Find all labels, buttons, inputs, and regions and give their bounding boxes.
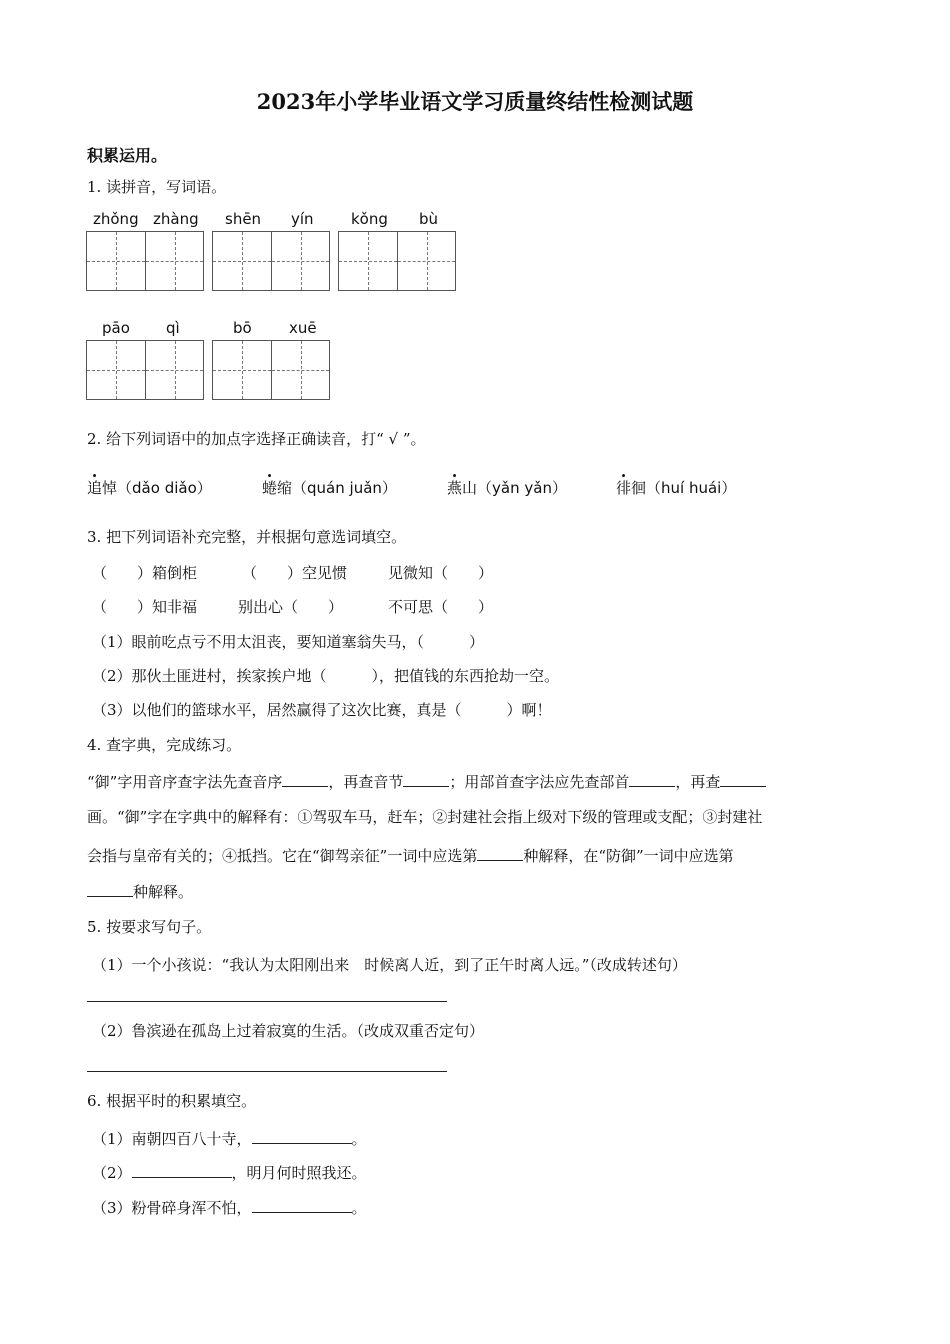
pinyin-options: （yǎn yǎn） — [477, 479, 567, 497]
q6-line: （2） ，明月何时照我还。 — [92, 1161, 367, 1183]
idiom-blank: （ ）知非福 — [92, 598, 198, 616]
pinyin: zhàng — [153, 210, 199, 228]
answer-blank[interactable] — [87, 880, 133, 897]
writing-grid[interactable] — [338, 231, 456, 291]
answer-blank[interactable] — [629, 770, 675, 787]
pinyin: bō — [233, 319, 252, 337]
q3-sentence: （3）以他们的篮球水平，居然赢得了这次比赛，真是（ ）啊！ — [92, 701, 552, 719]
page-title: 2023年小学毕业语文学习质量终结性检测试题 — [256, 89, 694, 114]
q2-prompt: 2. 给下列词语中的加点字选择正确读音，打“ √ ”。 — [87, 430, 426, 448]
dotted-char: 蜷 — [262, 479, 278, 497]
pinyin: shēn — [225, 210, 262, 228]
q6-line: （3）粉骨碎身浑不怕， 。 — [92, 1196, 367, 1218]
q4-line: 会指与皇帝有关的；④抵挡。它在“御驾亲征”一词中应选第 种解释，在“防御”一词中应选第 — [87, 844, 734, 866]
pinyin: yín — [291, 210, 314, 228]
q4-line: 画。“御”字在字典中的解释有：①驾驭车马，赶车；②封建社会指上级对下级的管理或支配；③封建社 — [87, 808, 763, 826]
pinyin: zhǒng — [93, 210, 139, 228]
q6-line: （1）南朝四百八十寺， 。 — [92, 1127, 367, 1149]
section-heading: 积累运用。 — [87, 146, 168, 165]
pinyin-options: （dǎo diǎo） — [117, 479, 212, 497]
q4-line: “御”字用音序查字法先查音序 ，再查音节 ；用部首查字法应先查部首 ，再查 — [87, 770, 766, 792]
idiom-blank: 别出心（ ） — [238, 598, 344, 616]
pinyin: kǒng — [351, 210, 388, 228]
idiom-blank: （ ）箱倒柜 — [92, 564, 198, 582]
q6-prompt: 6. 根据平时的积累填空。 — [87, 1092, 257, 1110]
dotted-char: 追 — [87, 479, 103, 497]
q5-sentence: （1）一个小孩说：“我认为太阳刚出来 时候离人近，到了正午时离人远。”（改成转述句） — [92, 956, 687, 974]
answer-blank[interactable] — [282, 770, 328, 787]
pinyin-options: （huí huái） — [646, 479, 737, 497]
writing-grid[interactable] — [86, 231, 204, 291]
pinyin-options: （quán juǎn） — [292, 479, 397, 497]
dotted-char: 徘 — [616, 479, 632, 497]
q2-item: 燕山（yǎn yǎn） — [447, 479, 567, 497]
dotted-char: 燕 — [447, 479, 463, 497]
idiom-blank: 见微知（ ） — [388, 564, 494, 582]
writing-grid[interactable] — [212, 231, 330, 291]
answer-blank[interactable] — [252, 1196, 352, 1213]
q3-prompt: 3. 把下列词语补充完整，并根据句意选词填空。 — [87, 528, 407, 546]
pinyin: pāo — [102, 319, 130, 337]
idiom-blank: （ ）空见惯 — [242, 564, 348, 582]
q4-line: 种解释。 — [87, 880, 193, 902]
idiom-blank: 不可思（ ） — [388, 598, 494, 616]
q1-prompt: 1. 读拼音，写词语。 — [87, 178, 227, 196]
q2-item: 追悼（dǎo diǎo） — [87, 479, 212, 497]
q3-sentence: （2）那伙土匪进村，挨家挨户地（ ），把值钱的东西抢劫一空。 — [92, 667, 560, 685]
answer-blank[interactable] — [477, 844, 523, 861]
pinyin: xuē — [289, 319, 317, 337]
answer-line[interactable] — [87, 1071, 447, 1072]
answer-line[interactable] — [87, 1001, 447, 1002]
answer-blank[interactable] — [252, 1127, 352, 1144]
writing-grid[interactable] — [212, 340, 330, 400]
q3-sentence: （1）眼前吃点亏不用太沮丧，要知道塞翁失马，（ ） — [92, 633, 485, 651]
pinyin: qì — [166, 319, 180, 337]
q5-prompt: 5. 按要求写句子。 — [87, 918, 212, 936]
writing-grid[interactable] — [86, 340, 204, 400]
answer-blank[interactable] — [132, 1161, 232, 1178]
answer-blank[interactable] — [720, 770, 766, 787]
pinyin: bù — [419, 210, 439, 228]
q2-item: 徘徊（huí huái） — [616, 479, 737, 497]
q2-item: 蜷缩（quán juǎn） — [262, 479, 397, 497]
answer-blank[interactable] — [403, 770, 449, 787]
q4-prompt: 4. 查字典，完成练习。 — [87, 736, 242, 754]
q5-sentence: （2）鲁滨逊在孤岛上过着寂寞的生活。（改成双重否定句） — [92, 1022, 485, 1040]
